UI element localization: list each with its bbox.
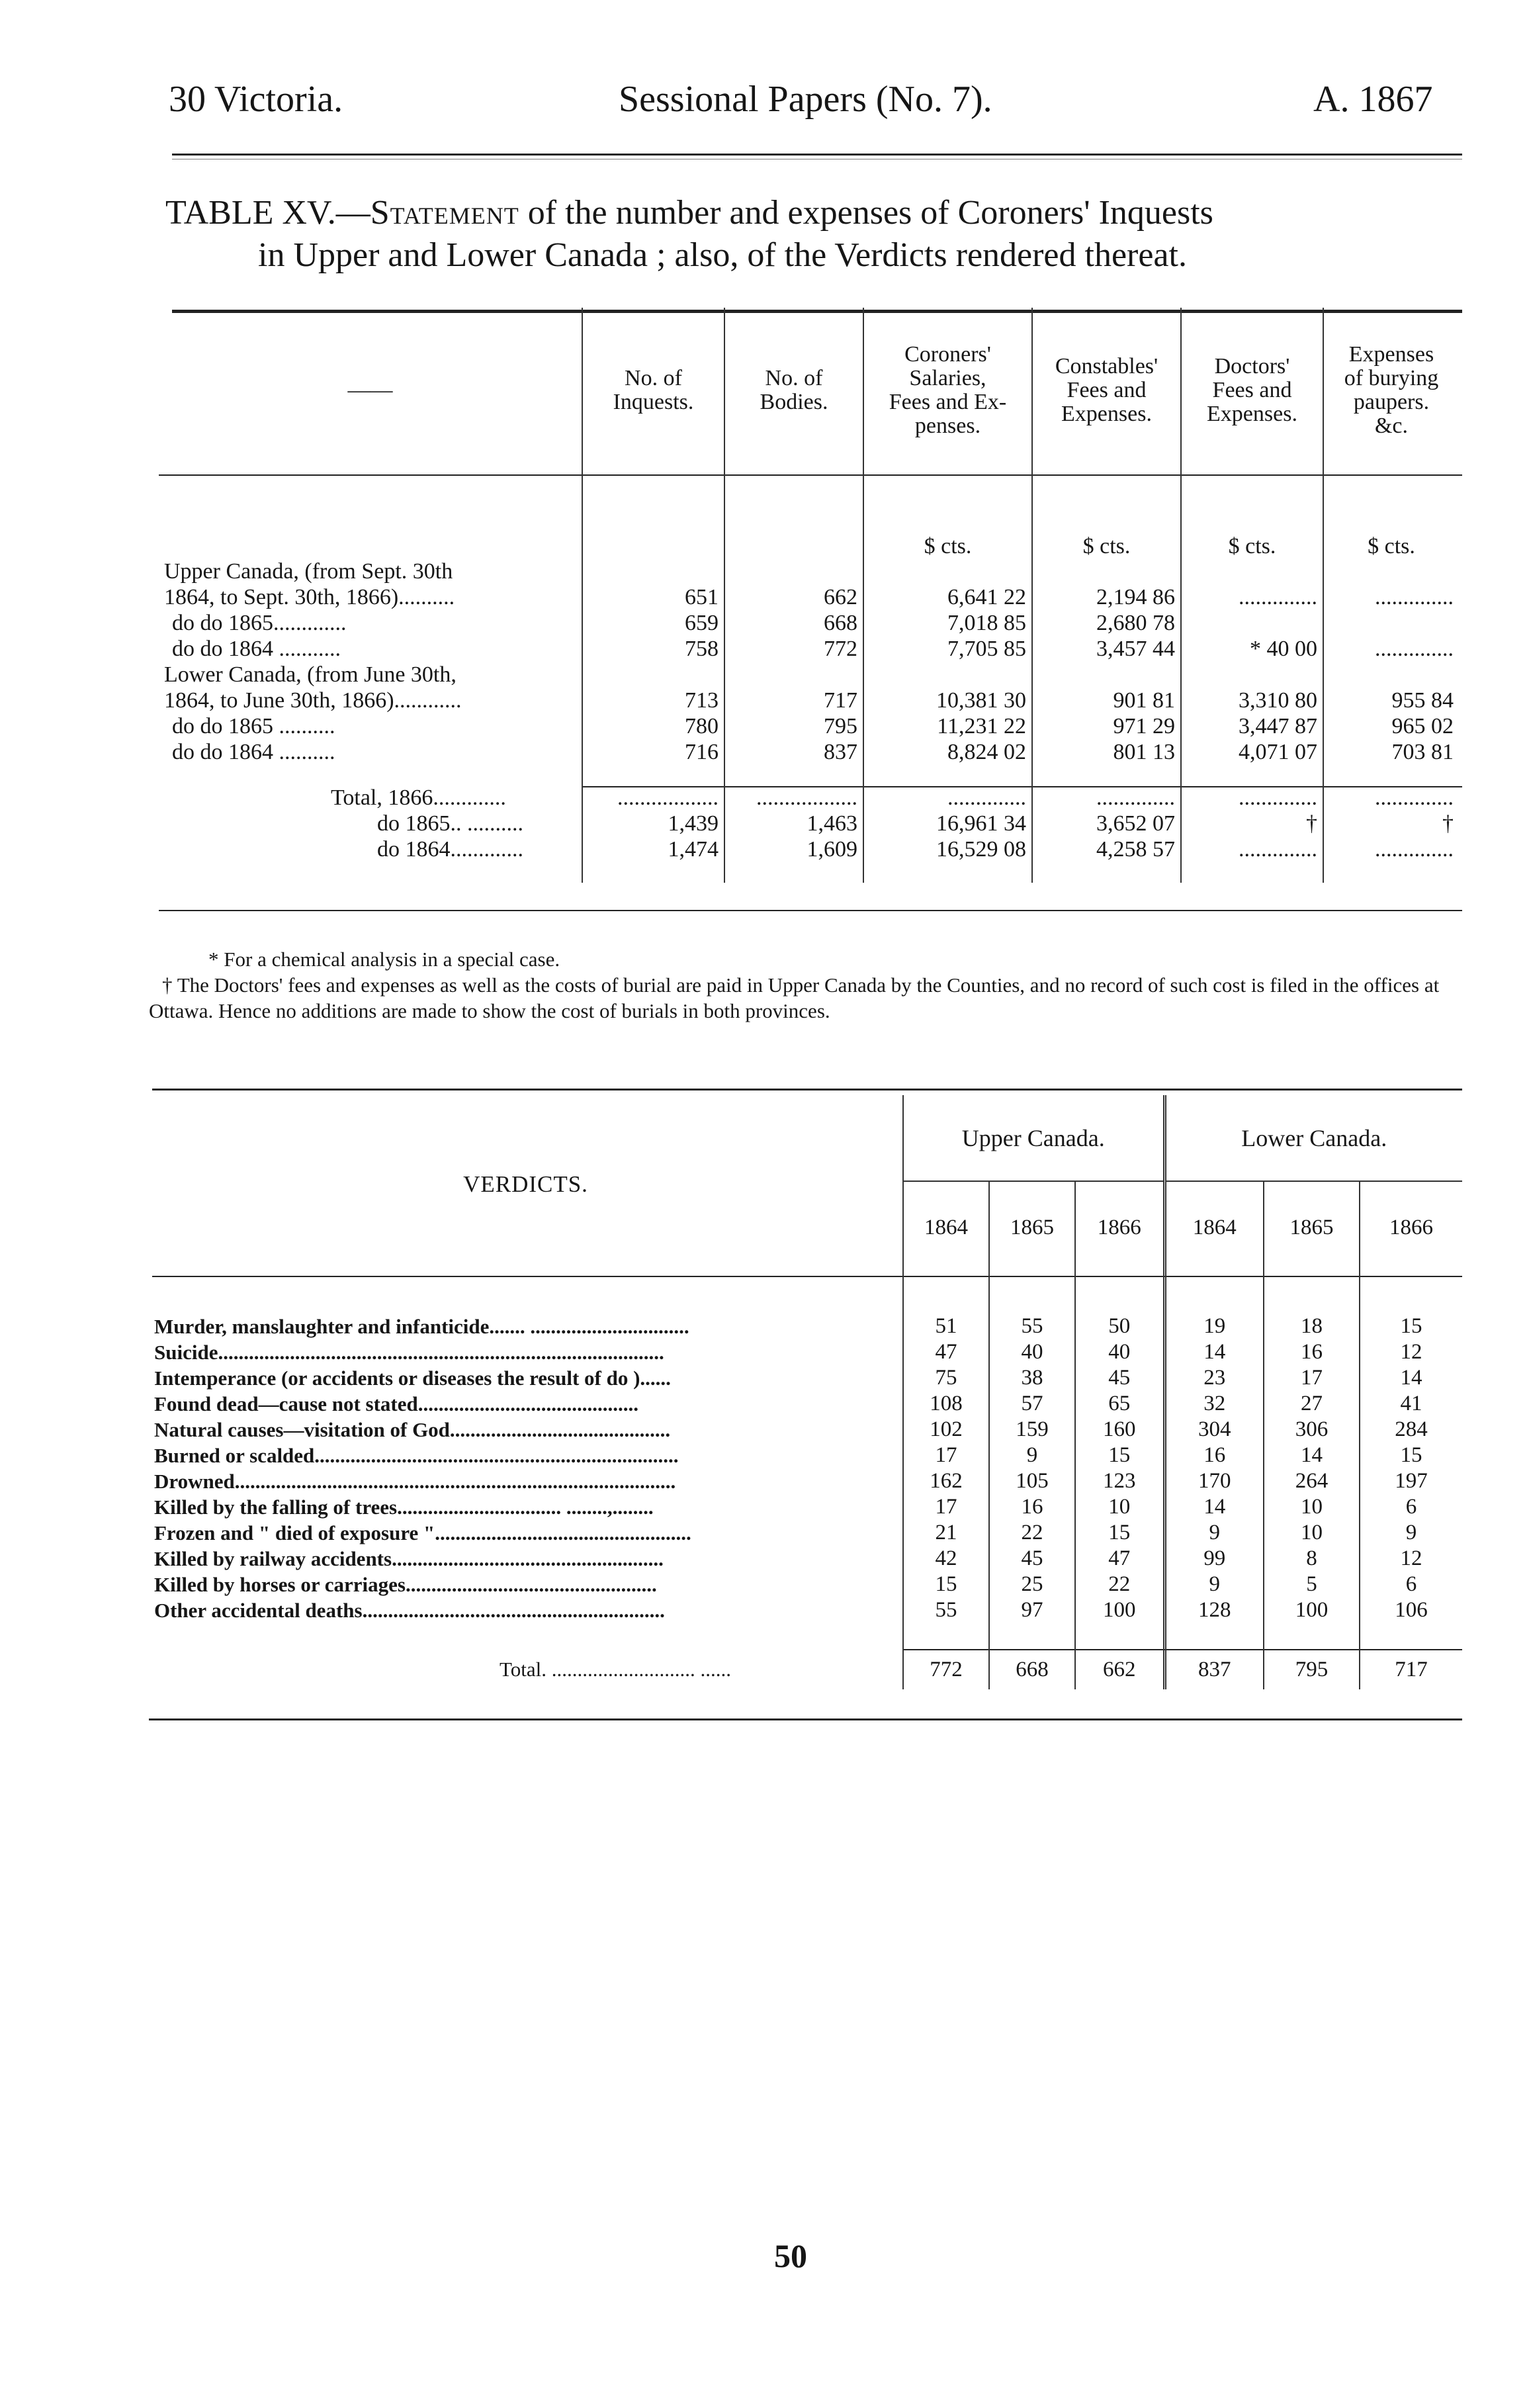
cell: 901 81: [1032, 688, 1181, 714]
header-paupers: Expenses of burying paupers. &c.: [1323, 308, 1459, 473]
title-rest: of the number and expenses of Coroners' Inquests: [519, 194, 1213, 232]
verdict-count: 9: [1164, 1520, 1264, 1546]
verdict-count: 8: [1264, 1546, 1360, 1572]
verdict-count: 14: [1264, 1443, 1360, 1468]
cell: ..............: [1323, 785, 1459, 811]
verdict-count: 102: [903, 1417, 989, 1443]
row-label: do 1864.............: [377, 837, 523, 862]
verdict-row: [149, 1546, 1462, 1572]
verdicts-table: [149, 1095, 1462, 1689]
spacer-row: [159, 766, 1459, 785]
row-label: do 1865.. ..........: [377, 811, 523, 836]
row-label: do do 1865 ..........: [172, 714, 335, 738]
cell: 3,310 80: [1181, 688, 1323, 714]
cell: 659: [582, 611, 724, 637]
verdict-count: 16: [1264, 1339, 1360, 1365]
title-label: TABLE XV.—: [165, 194, 371, 232]
spacer-row: [149, 1274, 1462, 1314]
upper-canada-header: Upper Canada.: [903, 1095, 1164, 1181]
verdict-count: 42: [903, 1546, 989, 1572]
verdict-count: 10: [1264, 1494, 1360, 1520]
verdicts-header: VERDICTS.: [463, 1171, 588, 1197]
header-inquests: No. of Inquests.: [582, 308, 724, 473]
total-label: Total. ............................ ......: [500, 1658, 732, 1681]
cell: ..............: [1181, 837, 1323, 863]
table1-bottom-rule: [159, 910, 1462, 911]
cell: ..............: [1032, 785, 1181, 811]
cell: 651: [582, 585, 724, 611]
cell: ..............: [1181, 785, 1323, 811]
cell: 7,705 85: [863, 637, 1032, 662]
footnote-dagger: † The Doctors' fees and expenses as well as the costs of burial are paid in Upper Canada by the Counties, and no record of such cost is filed in the offices at Ottawa. Hence no additions are made to show the cost of burials in both provinces.: [149, 973, 1440, 1022]
blank-header: ——: [347, 378, 393, 402]
title-line-1: [165, 192, 1462, 234]
cell: [1323, 559, 1459, 585]
verdict-count: 14: [1164, 1494, 1264, 1520]
cell: 1,439: [582, 811, 724, 837]
verdict-count: 97: [989, 1597, 1075, 1623]
cell: 4,071 07: [1181, 740, 1323, 766]
cell: * 40 00: [1181, 637, 1323, 662]
verdict-count: 40: [989, 1339, 1075, 1365]
verdict-count: 717: [1360, 1650, 1462, 1689]
table2-bottom-rule: [149, 1718, 1462, 1720]
cell: [1032, 662, 1181, 688]
cell: ..............: [1323, 585, 1459, 611]
verdict-count: 32: [1164, 1391, 1264, 1417]
verdict-count: 57: [989, 1391, 1075, 1417]
year-header: 1865: [989, 1181, 1075, 1274]
row-label: do do 1864 ...........: [172, 637, 341, 661]
year-header: 1866: [1360, 1181, 1462, 1274]
verdict-count: 17: [903, 1494, 989, 1520]
cell: 2,194 86: [1032, 585, 1181, 611]
title-smallcaps: Statement: [370, 194, 519, 232]
verdict-label: Burned or scalded.......................................................................: [154, 1443, 679, 1467]
verdict-count: 17: [903, 1443, 989, 1468]
verdict-count: 15: [1360, 1314, 1462, 1339]
verdict-count: 284: [1360, 1417, 1462, 1443]
total-row: [149, 1650, 1462, 1689]
table-row: [159, 714, 1459, 740]
verdict-count: 9: [1360, 1520, 1462, 1546]
verdict-count: 45: [989, 1546, 1075, 1572]
cell: 758: [582, 637, 724, 662]
cell: 772: [724, 637, 863, 662]
verdict-row: [149, 1572, 1462, 1597]
spacer-row: [159, 863, 1459, 883]
unit-label: [724, 473, 863, 559]
header-constables: Constables' Fees and Expenses.: [1032, 308, 1181, 473]
verdict-count: 10: [1075, 1494, 1164, 1520]
verdict-count: 9: [989, 1443, 1075, 1468]
verdict-count: 162: [903, 1468, 989, 1494]
verdict-row: [149, 1520, 1462, 1546]
verdict-count: 837: [1164, 1650, 1264, 1689]
verdict-count: 123: [1075, 1468, 1164, 1494]
verdict-count: 12: [1360, 1546, 1462, 1572]
verdict-count: 27: [1264, 1391, 1360, 1417]
unit-label: $ cts.: [1181, 473, 1323, 559]
table-title: [165, 192, 1462, 277]
verdict-count: 51: [903, 1314, 989, 1339]
cell: [1181, 662, 1323, 688]
cell: [724, 662, 863, 688]
inquests-body: [159, 473, 1459, 883]
header-center: Sessional Papers (No. 7).: [619, 79, 992, 120]
cell: [582, 559, 724, 585]
cell: 10,381 30: [863, 688, 1032, 714]
verdict-count: 14: [1164, 1339, 1264, 1365]
verdict-count: 668: [989, 1650, 1075, 1689]
cell: 7,018 85: [863, 611, 1032, 637]
row-label: do do 1864 ..........: [172, 740, 335, 764]
verdict-count: 15: [1360, 1443, 1462, 1468]
row-label: Total, 1866.............: [331, 785, 506, 810]
cell: 713: [582, 688, 724, 714]
spacer-row: [149, 1623, 1462, 1650]
page-number: 50: [774, 2237, 807, 2274]
verdict-count: 17: [1264, 1365, 1360, 1391]
verdict-count: 38: [989, 1365, 1075, 1391]
cell: 837: [724, 740, 863, 766]
row-label: Lower Canada, (from June 30th,: [164, 662, 457, 687]
verdict-count: 14: [1360, 1365, 1462, 1391]
verdict-count: 55: [989, 1314, 1075, 1339]
cell: 11,231 22: [863, 714, 1032, 740]
cell: ..............: [1323, 837, 1459, 863]
cell: [1181, 611, 1323, 637]
verdict-count: 159: [989, 1417, 1075, 1443]
verdict-count: 23: [1164, 1365, 1264, 1391]
cell: ..............: [863, 785, 1032, 811]
unit-label: $ cts.: [1323, 473, 1459, 559]
cell: [582, 662, 724, 688]
year-header: 1864: [903, 1181, 989, 1274]
verdict-count: 6: [1360, 1572, 1462, 1597]
verdict-row: [149, 1339, 1462, 1365]
cell: 1,474: [582, 837, 724, 863]
verdict-row: [149, 1597, 1462, 1623]
units-row: [159, 473, 1459, 559]
cell: [1323, 611, 1459, 637]
cell: 1,609: [724, 837, 863, 863]
cell: 965 02: [1323, 714, 1459, 740]
cell: 4,258 57: [1032, 837, 1181, 863]
verdict-label: Murder, manslaughter and infanticide....... ...............................: [154, 1314, 689, 1338]
verdict-count: 9: [1164, 1572, 1264, 1597]
cell: 801 13: [1032, 740, 1181, 766]
cell: [1181, 559, 1323, 585]
cell: 1,463: [724, 811, 863, 837]
verdict-row: [149, 1314, 1462, 1339]
verdict-count: 6: [1360, 1494, 1462, 1520]
cell: [724, 559, 863, 585]
cell: 2,680 78: [1032, 611, 1181, 637]
cell: ..................: [724, 785, 863, 811]
verdict-count: 10: [1264, 1520, 1360, 1546]
verdict-row: [149, 1391, 1462, 1417]
table-row: [159, 585, 1459, 611]
verdict-count: 100: [1075, 1597, 1164, 1623]
verdict-count: 170: [1164, 1468, 1264, 1494]
verdict-count: 65: [1075, 1391, 1164, 1417]
cell: 6,641 22: [863, 585, 1032, 611]
total-row: [159, 811, 1459, 837]
verdict-row: [149, 1443, 1462, 1468]
verdict-count: 304: [1164, 1417, 1264, 1443]
cell: 780: [582, 714, 724, 740]
cell: 3,457 44: [1032, 637, 1181, 662]
table-row: [159, 662, 1459, 688]
verdict-count: 45: [1075, 1365, 1164, 1391]
verdict-label: Natural causes—visitation of God...........................................: [154, 1417, 671, 1441]
verdict-count: 15: [1075, 1520, 1164, 1546]
table-row: [159, 611, 1459, 637]
verdict-count: 105: [989, 1468, 1075, 1494]
table-row: [159, 559, 1459, 585]
verdict-count: 306: [1264, 1417, 1360, 1443]
verdict-label: Found dead—cause not stated...........................................: [154, 1392, 638, 1415]
cell: 795: [724, 714, 863, 740]
verdict-count: 12: [1360, 1339, 1462, 1365]
title-line-2: in Upper and Lower Canada ; also, of the Verdicts rendered thereat.: [258, 236, 1187, 274]
verdict-count: 21: [903, 1520, 989, 1546]
lower-canada-header: Lower Canada.: [1164, 1095, 1462, 1181]
header-coroners: Coroners' Salaries, Fees and Ex- penses.: [863, 308, 1032, 473]
verdict-label: Killed by the falling of trees................................ ........,........: [154, 1495, 654, 1519]
verdict-count: 16: [989, 1494, 1075, 1520]
verdicts-body: [149, 1274, 1462, 1689]
year-header: 1865: [1264, 1181, 1360, 1274]
table2-top-rule: [152, 1089, 1462, 1091]
row-label: 1864, to Sept. 30th, 1866)..........: [164, 585, 455, 609]
year-header: 1866: [1075, 1181, 1164, 1274]
verdict-count: 15: [1075, 1443, 1164, 1468]
cell: 716: [582, 740, 724, 766]
verdict-count: 99: [1164, 1546, 1264, 1572]
header-rule: [172, 154, 1462, 156]
verdict-count: 25: [989, 1572, 1075, 1597]
unit-label: $ cts.: [863, 473, 1032, 559]
table-row: [159, 740, 1459, 766]
unit-label: $ cts.: [1032, 473, 1181, 559]
verdict-count: 662: [1075, 1650, 1164, 1689]
cell: 717: [724, 688, 863, 714]
verdict-count: 16: [1164, 1443, 1264, 1468]
verdict-count: 5: [1264, 1572, 1360, 1597]
verdict-count: 41: [1360, 1391, 1462, 1417]
cell: 971 29: [1032, 714, 1181, 740]
header-bodies: No. of Bodies.: [724, 308, 863, 473]
unit-label: [582, 473, 724, 559]
verdict-row: [149, 1468, 1462, 1494]
cell: ..............: [1323, 637, 1459, 662]
header-left: 30 Victoria.: [169, 79, 343, 120]
verdict-label: Killed by horses or carriages.................................................: [154, 1572, 657, 1596]
cell: 8,824 02: [863, 740, 1032, 766]
verdict-count: 22: [989, 1520, 1075, 1546]
verdict-label: Intemperance (or accidents or diseases the result of do )......: [154, 1366, 671, 1390]
inquests-table: [159, 308, 1459, 883]
verdict-label: Drowned......................................................................................: [154, 1469, 676, 1493]
cell: 3,447 87: [1181, 714, 1323, 740]
verdict-count: 19: [1164, 1314, 1264, 1339]
verdict-count: 50: [1075, 1314, 1164, 1339]
cell: 955 84: [1323, 688, 1459, 714]
header-doctors: Doctors' Fees and Expenses.: [1181, 308, 1323, 473]
total-row: [159, 837, 1459, 863]
cell: 703 81: [1323, 740, 1459, 766]
verdict-count: 264: [1264, 1468, 1360, 1494]
verdict-count: 47: [1075, 1546, 1164, 1572]
cell: ..............: [1181, 585, 1323, 611]
verdict-count: 108: [903, 1391, 989, 1417]
footnotes: [149, 946, 1462, 1024]
verdict-label: Killed by railway accidents.....................................................: [154, 1546, 664, 1570]
footnote-star: * For a chemical analysis in a special case.: [208, 948, 560, 971]
verdict-count: 106: [1360, 1597, 1462, 1623]
cell: 662: [724, 585, 863, 611]
row-label: 1864, to June 30th, 1866)............: [164, 688, 462, 713]
cell: †: [1323, 811, 1459, 837]
cell: ..................: [582, 785, 724, 811]
cell: †: [1181, 811, 1323, 837]
table-row: [159, 637, 1459, 662]
total-row: [159, 785, 1459, 811]
verdict-count: 75: [903, 1365, 989, 1391]
cell: 16,529 08: [863, 837, 1032, 863]
verdict-count: 40: [1075, 1339, 1164, 1365]
verdict-count: 15: [903, 1572, 989, 1597]
verdict-count: 55: [903, 1597, 989, 1623]
verdict-count: 47: [903, 1339, 989, 1365]
cell: 668: [724, 611, 863, 637]
verdict-row: [149, 1494, 1462, 1520]
verdict-row: [149, 1365, 1462, 1391]
year-header: 1864: [1164, 1181, 1264, 1274]
cell: 16,961 34: [863, 811, 1032, 837]
cell: [863, 662, 1032, 688]
verdict-count: 772: [903, 1650, 989, 1689]
cell: [863, 559, 1032, 585]
verdict-count: 128: [1164, 1597, 1264, 1623]
cell: 3,652 07: [1032, 811, 1181, 837]
verdict-count: 197: [1360, 1468, 1462, 1494]
verdict-label: Frozen and " died of exposure "..................................................: [154, 1521, 691, 1544]
row-label: do do 1865.............: [172, 611, 347, 635]
verdict-count: 22: [1075, 1572, 1164, 1597]
verdict-label: Other accidental deaths...........................................................: [154, 1598, 665, 1622]
cell: [1032, 559, 1181, 585]
verdict-label: Suicide.......................................................................................: [154, 1340, 664, 1364]
header-right: A. 1867: [1313, 79, 1433, 120]
verdict-count: 160: [1075, 1417, 1164, 1443]
verdict-count: 18: [1264, 1314, 1360, 1339]
table-row: [159, 688, 1459, 714]
cell: [1323, 662, 1459, 688]
verdict-row: [149, 1417, 1462, 1443]
row-label: Upper Canada, (from Sept. 30th: [164, 559, 453, 584]
verdict-count: 100: [1264, 1597, 1360, 1623]
verdict-count: 795: [1264, 1650, 1360, 1689]
